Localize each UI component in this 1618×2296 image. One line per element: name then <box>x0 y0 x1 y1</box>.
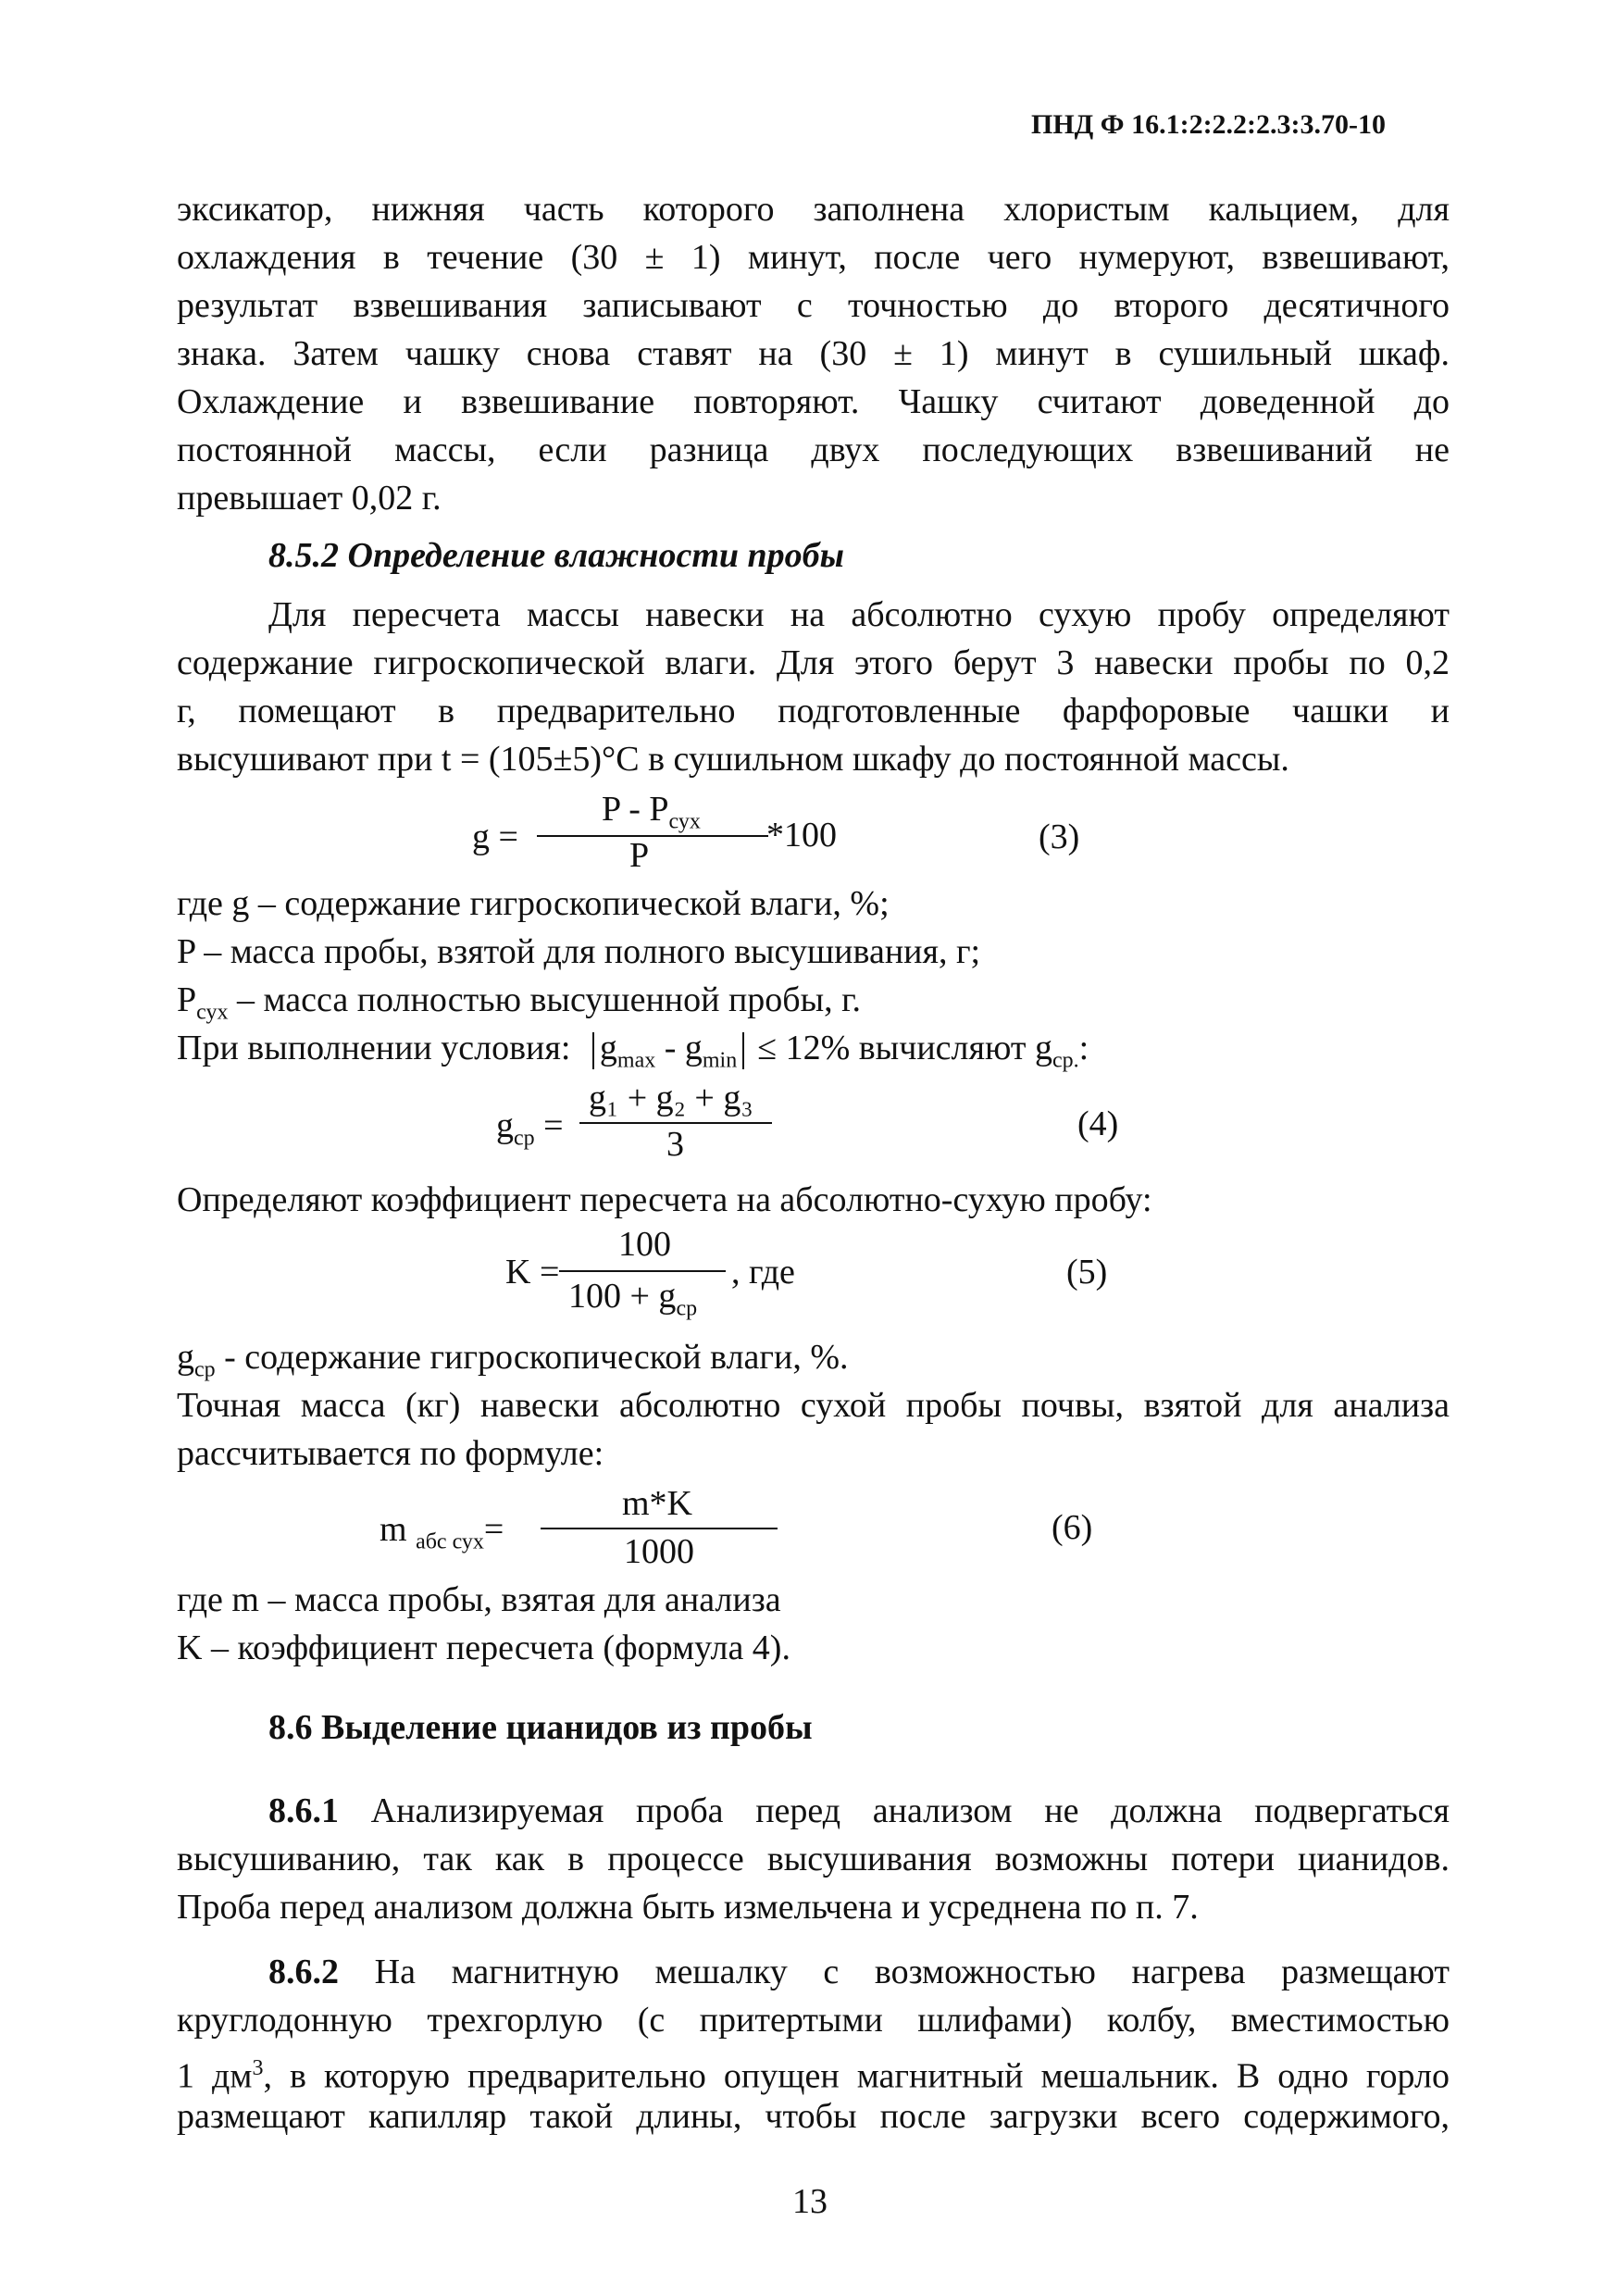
para-861-line: Проба перед анализом должна быть измельчена и усреднена по п. 7. <box>177 1888 1199 1927</box>
formula-5-den-sub: ср <box>676 1296 698 1321</box>
intro-line: охлаждения в течение (30 ± 1) минут, после чего нумеруют, взвешивают, <box>177 238 1450 277</box>
formula-4-lhs-g: g <box>496 1106 514 1145</box>
formula-4-number: (4) <box>1077 1104 1119 1143</box>
where-p <box>177 928 980 976</box>
para-862-first: На магнитную мешалку с возможностью нагрева размещают <box>339 1953 1450 1991</box>
formula-3-multiplier: *100 <box>766 816 837 855</box>
condition-gmin: g <box>684 1029 703 1067</box>
condition-gmax: g <box>599 1029 617 1067</box>
formula-5-lhs: K = <box>505 1253 560 1292</box>
section-852-line: содержание гигроскопической влаги. Для этого берут 3 навески пробы по 0,2 <box>177 643 1450 682</box>
formula-4-denominator: 3 <box>666 1125 684 1164</box>
para-862-line: размещают капилляр такой длины, чтобы после загрузки всего содержимого, <box>177 2097 1450 2136</box>
para-862-line <box>268 1948 1450 1996</box>
exact-mass-line: Точная масса (кг) навески абсолютно сухой пробы почвы, взятой для анализа <box>177 1386 1450 1425</box>
where-p-sym: P <box>177 932 195 971</box>
formula-5-tail: , где <box>731 1253 795 1292</box>
formula-4-lhs-sub: ср <box>514 1126 535 1151</box>
page-number: 13 <box>792 2182 828 2221</box>
section-title-852: 8.5.2 Определение влажности пробы <box>268 536 845 575</box>
abs-bar-right <box>742 1032 744 1069</box>
formula-6-m: m <box>380 1510 407 1549</box>
condition-gmax-sub: max <box>616 1048 656 1073</box>
formula-6-number: (6) <box>1052 1508 1093 1547</box>
para-861-line: высушиванию, так как в процессе высушивания возможны потери цианидов. <box>177 1840 1450 1878</box>
gcp-text: - содержание гигроскопической влаги, %. <box>215 1338 849 1377</box>
section-title-86: 8.6 Выделение цианидов из пробы <box>268 1708 813 1747</box>
formula-6-denominator: 1000 <box>624 1532 694 1571</box>
formula-6-lhs-sub: абс сух <box>416 1529 484 1554</box>
where6-line: где m – масса пробы, взятая для анализа <box>177 1580 781 1619</box>
para-861-line <box>268 1787 1450 1835</box>
formula-3-lhs: g = <box>472 817 518 856</box>
para-862-sup: 3 <box>252 2056 264 2080</box>
where-g <box>177 880 890 928</box>
para-862-num: 8.6.2 <box>268 1953 339 1991</box>
intro-line: Охлаждение и взвешивание повторяют. Чашку считают доведенной до <box>177 382 1450 421</box>
where-psux-sub: сух <box>196 1000 229 1025</box>
formula-6-eq: = <box>483 1510 504 1549</box>
condition-minus: - <box>655 1029 685 1067</box>
where-psux-sym: P <box>177 980 197 1019</box>
where-g-text: – содержание гигроскопической влаги, %; <box>249 884 890 923</box>
gcp-sym: g <box>177 1338 194 1377</box>
where-psux-text: – масса полностью высушенной пробы, г. <box>228 980 861 1019</box>
section-852-line: высушивают при t = (105±5)°С в сушильном шкафу до постоянной массы. <box>177 740 1289 779</box>
formula-3-num: P - P <box>602 790 669 829</box>
formula-3-denominator: P <box>629 836 650 875</box>
para-861-first: Анализируемая проба перед анализом не должна подвергаться <box>339 1791 1450 1830</box>
section-852-line: Для пересчета массы навески на абсолютно сухую пробу определяют <box>268 595 1450 634</box>
formula-4-numerator: g₁ + g₂ + g₃ <box>589 1079 753 1117</box>
document-code: ПНД Ф 16.1:2:2.2:2.3:3.70-10 <box>1031 109 1387 140</box>
formula-3-number: (3) <box>1039 817 1080 856</box>
condition-prefix: При выполнении условия: <box>177 1029 571 1067</box>
formula-3-num-sub: сух <box>668 809 701 834</box>
formula-5-den: 100 + g <box>568 1277 677 1316</box>
formula-4-eq: = <box>543 1106 564 1145</box>
formula-5-denominator <box>568 1272 697 1333</box>
intro-line: знака. Затем чашку снова ставят на (30 ± 1) минут в сушильный шкаф. <box>177 334 1450 373</box>
condition-gmin-sub: min <box>702 1048 738 1073</box>
formula-6-numerator: m*K <box>622 1484 692 1523</box>
condition-suffix: ≤ 12% вычисляют g <box>757 1029 1052 1067</box>
intro-line: постоянной массы, если разница двух последующих взвешиваний не <box>177 430 1450 469</box>
condition-suffix-sub: ср. <box>1052 1048 1079 1073</box>
exact-mass-line: рассчитывается по формуле: <box>177 1434 604 1473</box>
condition-colon: : <box>1078 1029 1089 1067</box>
para-861-num: 8.6.1 <box>268 1791 339 1830</box>
formula-6-lhs <box>380 1505 504 1566</box>
formula-4-lhs <box>496 1102 564 1163</box>
formula-3-fraction-bar <box>537 835 768 837</box>
gcp-sub: ср <box>194 1357 216 1382</box>
intro-line: результат взвешивания записывают с точностью до второго десятичного <box>177 286 1450 325</box>
para-862-dm: 1 дм <box>177 2056 253 2096</box>
abs-bar-left <box>592 1032 594 1069</box>
formula-5-number: (5) <box>1066 1253 1108 1292</box>
para-862-line: круглодонную трехгорлую (с притертыми шлифами) колбу, вместимостью <box>177 2001 1450 2040</box>
where-g-sym: где g <box>177 884 250 923</box>
section-852-line: г, помещают в предварительно подготовленные фарфоровые чашки и <box>177 692 1450 730</box>
intro-line: превышает 0,02 г. <box>177 479 442 518</box>
where-p-text: – масса пробы, взятой для полного высушивания, г; <box>194 932 981 971</box>
coef-intro: Определяют коэффициент пересчета на абсолютно-сухую пробу: <box>177 1180 1152 1219</box>
para-862-rest: , в которую предварительно опущен магнитный мешальник. В одно горло <box>263 2056 1450 2096</box>
formula-5-numerator: 100 <box>618 1225 671 1264</box>
intro-line: эксикатор, нижняя часть которого заполнена хлористым кальцием, для <box>177 190 1450 229</box>
where6-line: K – коэффициент пересчета (формула 4). <box>177 1628 790 1667</box>
